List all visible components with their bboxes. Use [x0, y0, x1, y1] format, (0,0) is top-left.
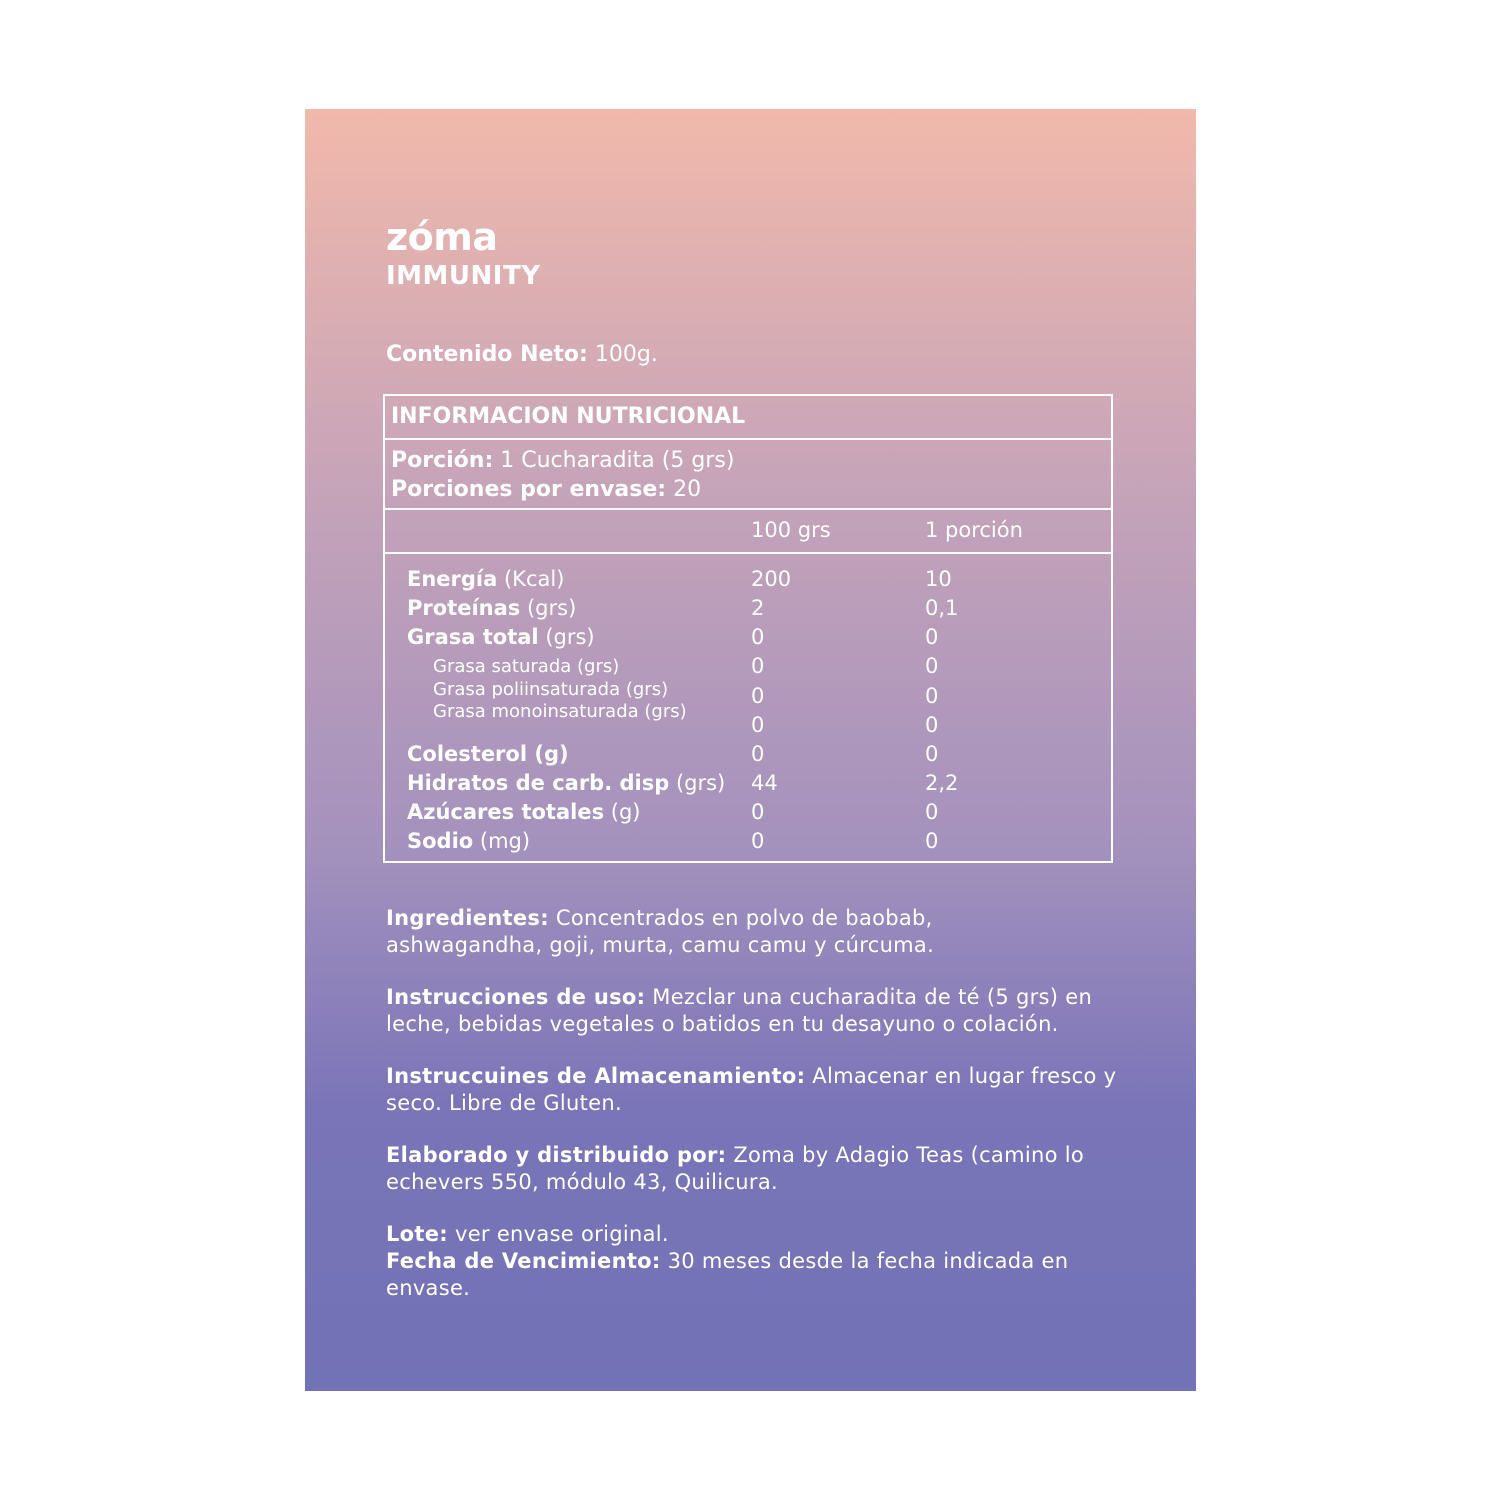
expiry-text-2: envase.	[386, 1276, 471, 1300]
row-name: Azúcares totales	[407, 800, 605, 824]
usage-text: Mezclar una cucharadita de té (5 grs) en	[652, 985, 1093, 1009]
row-value-100: 0	[751, 800, 765, 824]
ingredients-text: Concentrados en polvo de baobab,	[555, 906, 933, 930]
row-name: Grasa poliinsaturada (grs)	[433, 679, 669, 700]
row-unit: (grs)	[545, 625, 595, 649]
row-value-portion: 0,1	[925, 596, 959, 620]
expiry-text: 30 meses desde la fecha indicada en	[667, 1249, 1069, 1273]
net-content-value: 100g.	[594, 342, 658, 367]
storage-section	[386, 1063, 1126, 1117]
row-value-portion: 0	[925, 654, 939, 678]
ingredients-label: Ingredientes:	[386, 906, 549, 930]
row-value-100: 200	[751, 567, 792, 591]
storage-label: Instruccuines de Almacenamiento:	[386, 1064, 806, 1088]
row-value-portion: 2,2	[925, 771, 959, 795]
ingredients-text-2: ashwagandha, goji, murta, camu camu y cúrcuma.	[386, 933, 935, 957]
row-value-portion: 0	[925, 625, 939, 649]
row-name: Grasa monoinsaturada (grs)	[433, 701, 687, 722]
portion-value: 1 Cucharadita (5 grs)	[500, 448, 735, 473]
lot-label: Lote:	[386, 1222, 448, 1246]
usage-text-2: leche, bebidas vegetales o batidos en tu desayuno o colación.	[386, 1012, 1059, 1036]
portion-info	[385, 440, 1111, 510]
row-value-100: 2	[751, 596, 765, 620]
net-content	[386, 342, 658, 367]
row-name: Proteínas	[407, 596, 521, 620]
row-value-100: 44	[751, 771, 778, 795]
nutrition-title: INFORMACION NUTRICIONAL	[385, 396, 1111, 440]
label-panel	[305, 109, 1196, 1391]
row-name: Sodio	[407, 829, 474, 853]
row-value-portion: 0	[925, 829, 939, 853]
portion-label: Porción:	[391, 448, 494, 473]
row-value-100: 0	[751, 625, 765, 649]
row-unit: (grs)	[675, 771, 726, 795]
storage-text: Almacenar en lugar fresco y	[812, 1064, 1117, 1088]
ingredients-section	[386, 905, 1126, 959]
lot-expiry-section	[386, 1221, 1126, 1302]
row-unit: (mg)	[479, 829, 531, 853]
row-value-portion: 0	[925, 742, 939, 766]
row-name: Energía	[407, 567, 498, 591]
row-value-portion: 0	[925, 684, 939, 708]
net-content-label: Contenido Neto:	[386, 342, 588, 367]
row-unit: (Kcal)	[503, 567, 565, 591]
usage-label: Instrucciones de uso:	[386, 985, 646, 1009]
brand-logo: zóma	[386, 215, 498, 259]
row-value-100: 0	[751, 713, 765, 737]
maker-section	[386, 1142, 1126, 1196]
maker-text: Zoma by Adagio Teas (camino lo	[733, 1143, 1084, 1167]
servings-value: 20	[673, 477, 702, 502]
maker-label: Elaborado y distribuido por:	[386, 1143, 727, 1167]
servings-label: Porciones por envase:	[391, 477, 667, 502]
nutrition-table	[383, 394, 1113, 863]
column-header	[385, 510, 1111, 554]
row-name: Hidratos de carb. disp	[407, 771, 670, 795]
row-value-100: 0	[751, 829, 765, 853]
col-portion-header: 1 porción	[925, 518, 1023, 542]
storage-text-2: seco. Libre de Gluten.	[386, 1091, 622, 1115]
row-value-100: 0	[751, 684, 765, 708]
row-value-100: 0	[751, 742, 765, 766]
row-value-portion: 0	[925, 713, 939, 737]
row-unit: (grs)	[526, 596, 577, 620]
usage-section	[386, 984, 1126, 1038]
maker-text-2: echevers 550, módulo 43, Quilicura.	[386, 1170, 778, 1194]
row-name: Grasa saturada (grs)	[433, 656, 620, 677]
row-value-100: 0	[751, 654, 765, 678]
col-100-header: 100 grs	[751, 518, 831, 542]
expiry-label: Fecha de Vencimiento:	[386, 1249, 661, 1273]
row-name: Colesterol (g)	[407, 742, 569, 766]
row-value-portion: 0	[925, 800, 939, 824]
row-value-portion: 10	[925, 567, 952, 591]
row-unit: (g)	[610, 800, 641, 824]
row-name: Grasa total	[407, 625, 539, 649]
lot-text: ver envase original.	[454, 1222, 669, 1246]
product-name: IMMUNITY	[386, 261, 541, 291]
